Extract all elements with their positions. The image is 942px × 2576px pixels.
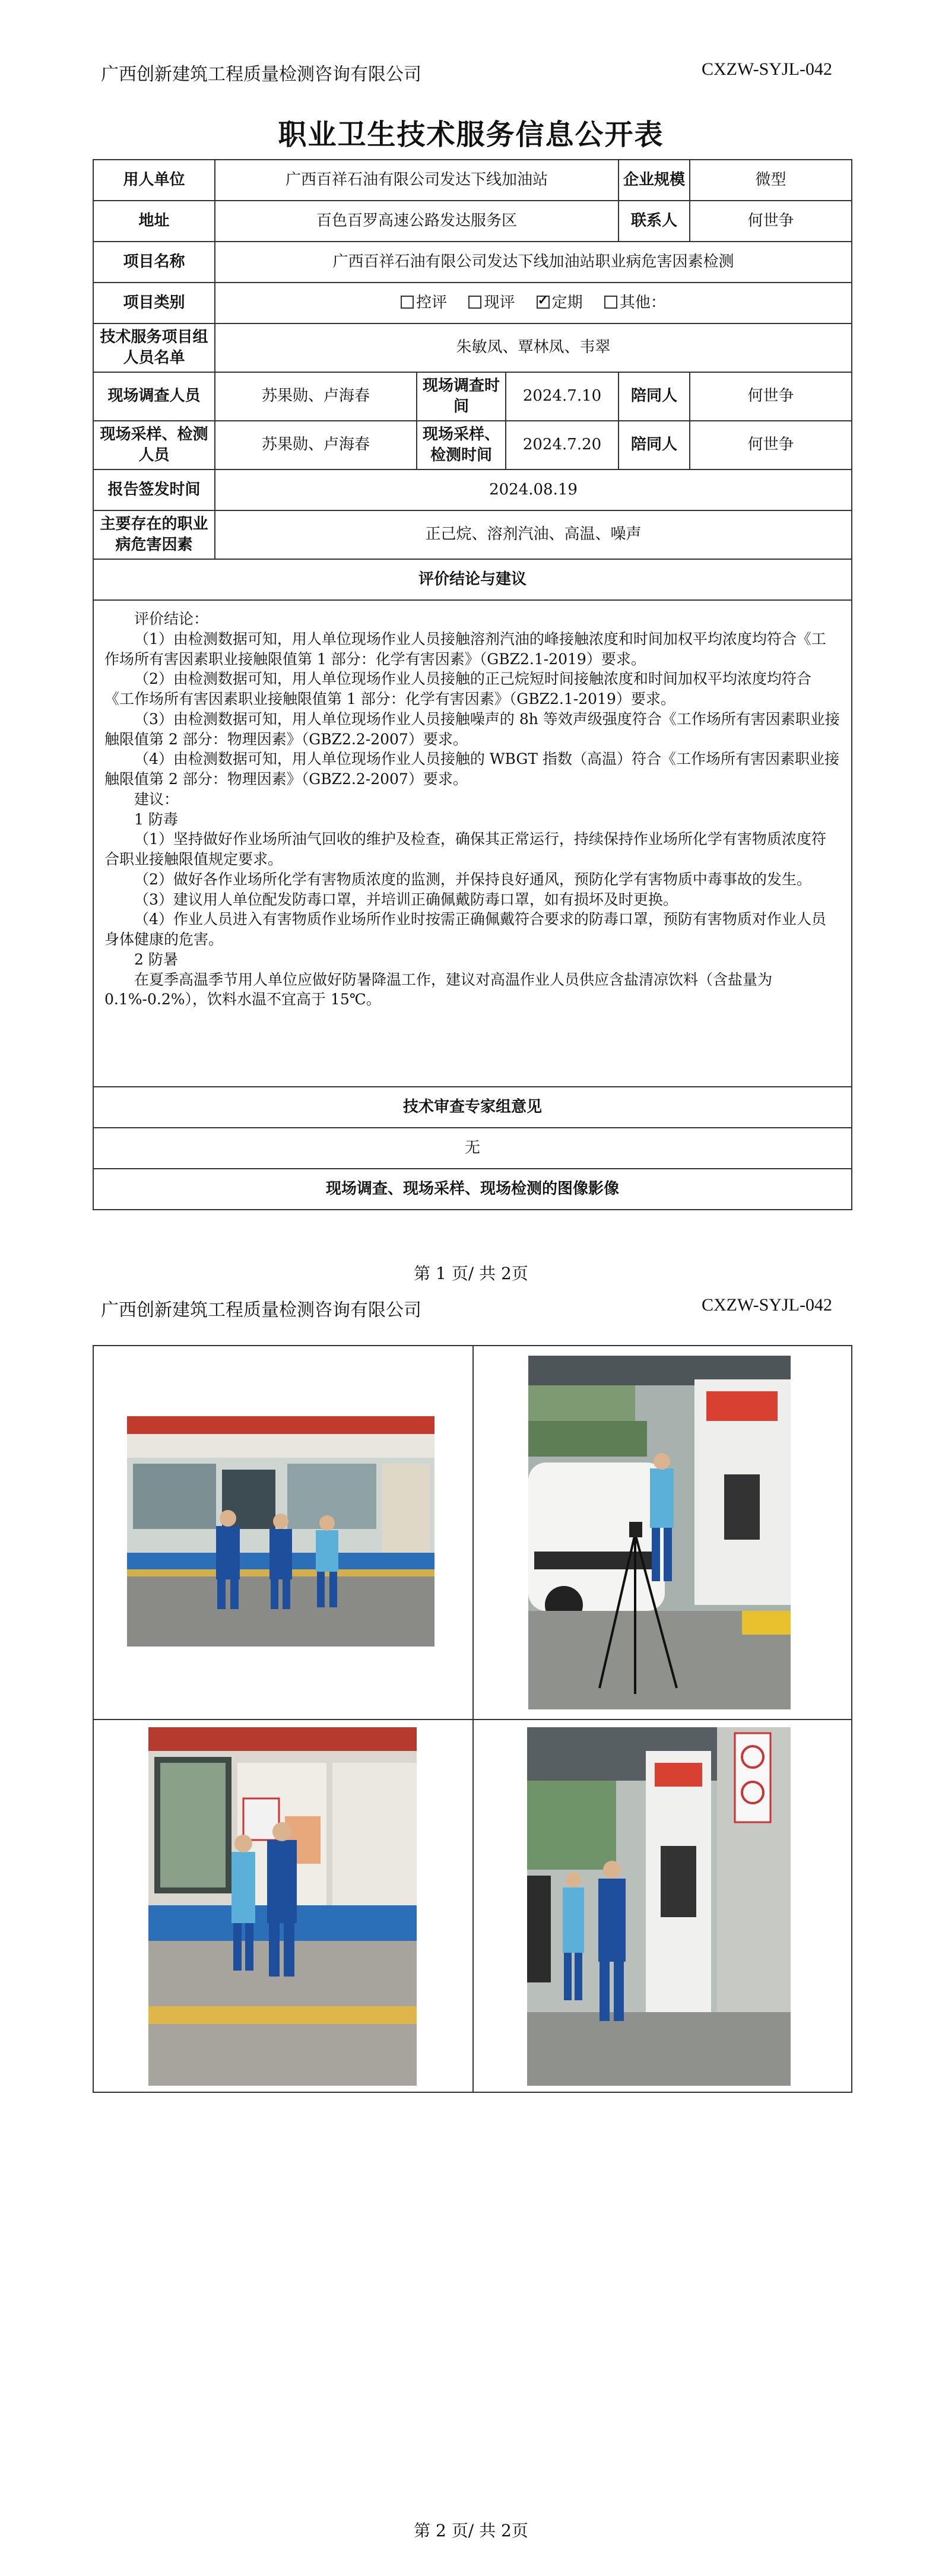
hazards-value: 正己烷、溶剂汽油、高温、噪声 bbox=[215, 510, 852, 559]
category-checkbox[interactable] bbox=[604, 296, 617, 309]
category-checkbox-checked[interactable] bbox=[537, 296, 550, 309]
survey-time-value: 2024.7.10 bbox=[506, 372, 619, 421]
photo-worker-measurement bbox=[527, 1727, 791, 2086]
header-doc-code: CXZW-SYJL-042 bbox=[702, 59, 832, 79]
header-doc-code-p2: CXZW-SYJL-042 bbox=[702, 1295, 832, 1315]
conclusion-line: （2）由检测数据可知，用人单位现场作业人员接触的正己烷短时间接触浓度和时间加权平均浓度均符合《工作场所有害因素职业接触限值第 1 部分：化学有害因素》（GBZ2.1-2019）要求。 bbox=[104, 670, 811, 708]
address-value: 百色百罗高速公路发达服务区 bbox=[215, 201, 619, 242]
photo-team-at-station bbox=[127, 1416, 434, 1647]
category-option-dingqi[interactable]: ✓ 定期 bbox=[537, 294, 583, 312]
page-title: 职业卫生技术服务信息公开表 bbox=[278, 118, 664, 151]
photo-sampling-at-pump bbox=[528, 1356, 791, 1709]
sampling-time-value: 2024.7.20 bbox=[506, 421, 619, 469]
contact-value: 何世争 bbox=[690, 201, 852, 242]
header-company: 广西创新建筑工程质量检测咨询有限公司 bbox=[101, 64, 421, 85]
conclusion-line: （1）坚持做好作业场所油气回收的维护及检查，确保其正常运行，持续保持作业场所化学有害物质浓度符合职业接触限值规定要求。 bbox=[104, 830, 826, 868]
category-options bbox=[215, 283, 852, 323]
conclusion-body bbox=[93, 600, 852, 1087]
conclusion-line: （3）由检测数据可知，用人单位现场作业人员接触噪声的 8h 等效声级强度符合《工作场所有害因素职业接触限值第 2 部分：物理因素》（GBZ2.2-2007）要求。 bbox=[104, 710, 840, 748]
conclusion-line: （3）建议用人单位配发防毒口罩，并培训正确佩戴防毒口罩，如有损坏及时更换。 bbox=[134, 890, 678, 908]
sampling-label: 现场采样、检测人员 bbox=[93, 421, 215, 469]
images-header: 现场调查、现场采样、现场检测的图像影像 bbox=[93, 1169, 852, 1210]
project-value: 广西百祥石油有限公司发达下线加油站职业病危害因素检测 bbox=[215, 242, 852, 283]
review-header: 技术审查专家组意见 bbox=[93, 1087, 852, 1128]
conclusion-lines bbox=[104, 609, 840, 1010]
page1-footer: 第 1 页/ 共 2页 bbox=[414, 1264, 528, 1283]
accompany-label: 陪同人 bbox=[619, 372, 690, 421]
address-label: 地址 bbox=[93, 201, 215, 242]
report-value: 2024.08.19 bbox=[215, 469, 852, 510]
accompany2-value: 何世争 bbox=[690, 421, 852, 469]
info-table bbox=[93, 159, 852, 1210]
conclusion-line: （1）由检测数据可知，用人单位现场作业人员接触溶剂汽油的峰接触浓度和时间加权平均浓度均符合《工作场所有害因素职业接触限值第 1 部分：化学有害因素》（GBZ2.1-2019）要求。 bbox=[104, 630, 826, 668]
survey-value: 苏果勋、卢海春 bbox=[215, 372, 417, 421]
category-label: 项目类别 bbox=[93, 283, 215, 323]
contact-label: 联系人 bbox=[619, 201, 690, 242]
scale-value: 微型 bbox=[690, 160, 852, 201]
category-checkbox[interactable] bbox=[468, 296, 481, 309]
hazards-label: 主要存在的职业病危害因素 bbox=[93, 510, 215, 559]
accompany2-label: 陪同人 bbox=[619, 421, 690, 469]
conclusion-line: 2 防暑 bbox=[134, 950, 178, 968]
project-label: 项目名称 bbox=[93, 242, 215, 283]
photo-indoor-measurement bbox=[148, 1727, 417, 2086]
photo-grid bbox=[93, 1345, 852, 2093]
conclusion-line: 1 防毒 bbox=[134, 810, 178, 828]
conclusion-line: 在夏季高温季节用人单位应做好防暑降温工作，建议对高温作业人员供应含盐清凉饮料（含盐量为 0.1%-0.2%），饮料水温不宜高于 15℃。 bbox=[104, 970, 773, 1008]
conclusion-header: 评价结论与建议 bbox=[93, 559, 852, 600]
report-label: 报告签发时间 bbox=[93, 469, 215, 510]
review-value: 无 bbox=[93, 1128, 852, 1169]
page2-footer: 第 2 页/ 共 2页 bbox=[414, 2521, 528, 2540]
conclusion-line: （4）作业人员进入有害物质作业场所作业时按需正确佩戴符合要求的防毒口罩，预防有害物质对作业人员身体健康的危害。 bbox=[104, 911, 826, 948]
scale-label: 企业规模 bbox=[619, 160, 690, 201]
employer-label: 用人单位 bbox=[93, 160, 215, 201]
sampling-value: 苏果勋、卢海春 bbox=[215, 421, 417, 469]
team-label: 技术服务项目组人员名单 bbox=[93, 323, 215, 372]
survey-label: 现场调查人员 bbox=[93, 372, 215, 421]
category-option-kongping[interactable]: 控评 bbox=[401, 294, 447, 312]
conclusion-line: 建议： bbox=[134, 790, 179, 808]
category-option-xianping[interactable]: 现评 bbox=[468, 294, 515, 312]
conclusion-line: 评价结论： bbox=[134, 610, 209, 627]
conclusion-line: （2）做好各作业场所化学有害物质浓度的监测，并保持良好通风，预防化学有害物质中毒事故的发生。 bbox=[134, 870, 811, 888]
employer-value: 广西百祥石油有限公司发达下线加油站 bbox=[215, 160, 619, 201]
category-option-other[interactable]: 其他： bbox=[604, 294, 666, 312]
grid-divider bbox=[94, 1719, 851, 1720]
conclusion-line: （4）由检测数据可知，用人单位现场作业人员接触的 WBGT 指数（高温）符合《工作场所有害因素职业接触限值第 2 部分：物理因素》（GBZ2.2-2007）要求。 bbox=[104, 750, 839, 788]
sampling-time-label: 现场采样、检测时间 bbox=[417, 421, 506, 469]
survey-time-label: 现场调查时间 bbox=[417, 372, 506, 421]
category-checkbox[interactable] bbox=[401, 296, 414, 309]
team-value: 朱敏凤、覃林凤、韦翠 bbox=[215, 323, 852, 372]
header-company-p2: 广西创新建筑工程质量检测咨询有限公司 bbox=[101, 1300, 421, 1321]
accompany-value: 何世争 bbox=[690, 372, 852, 421]
